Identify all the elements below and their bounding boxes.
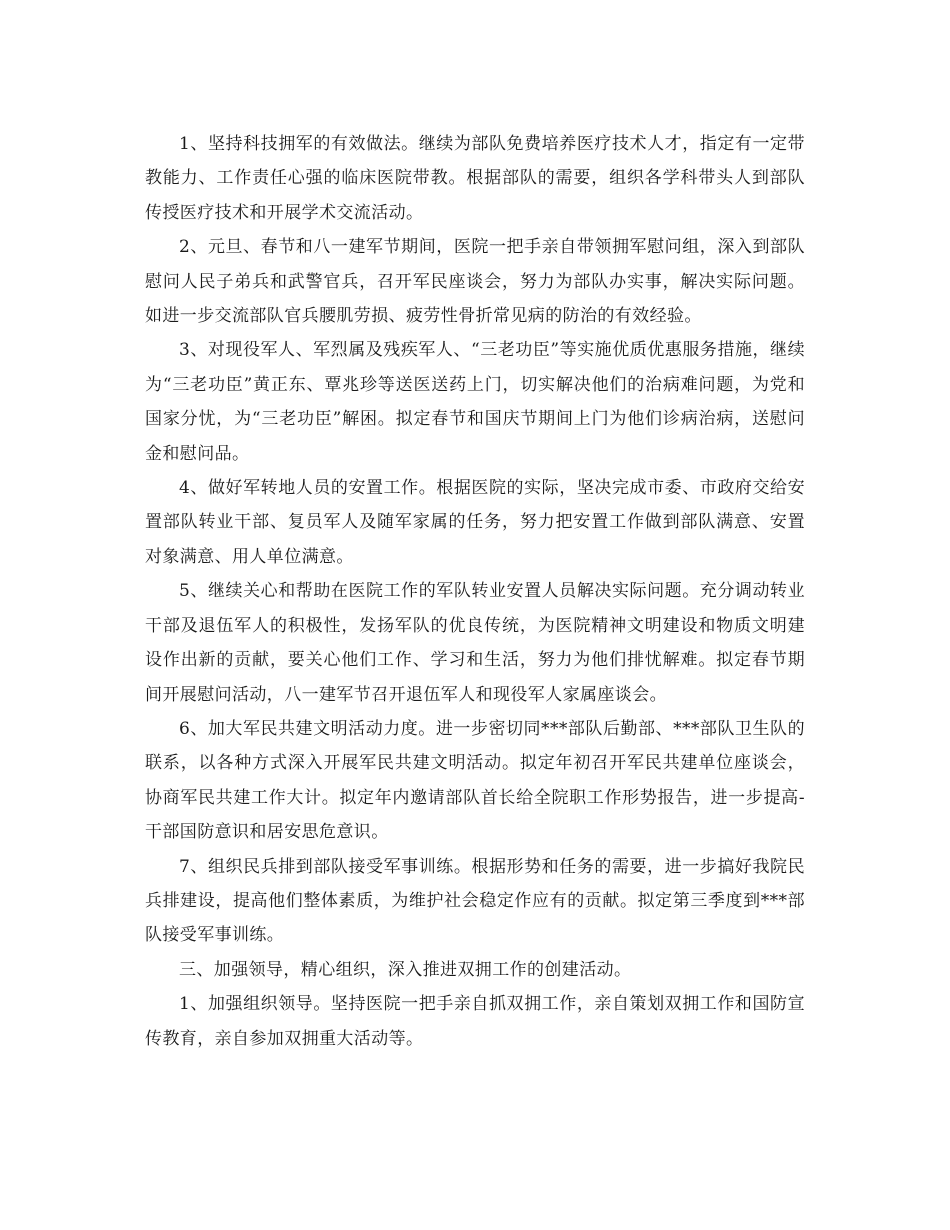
paragraph-item-2: 2、元旦、春节和八一建军节期间，医院一把手亲自带领拥军慰问组，深入到部队慰问人民子弟兵和武警官兵，召开军民座谈会，努力为部队办实事，解决实际问题。如进一步交流部队官兵腰肌劳损、疲劳性骨折常见病的防治的有效经验。 xyxy=(145,237,805,327)
paragraph-item-1: 1、坚持科技拥军的有效做法。继续为部队免费培养医疗技术人才，指定有一定带教能力、工作责任心强的临床医院带教。根据部队的需要，组织各学科带头人到部队传授医疗技术和开展学术交流活动。 xyxy=(145,134,805,223)
paragraph-item-8: 1、加强组织领导。坚持医院一把手亲自抓双拥工作，亲自策划双拥工作和国防宣传教育，亲自参加双拥重大活动等。 xyxy=(145,994,805,1049)
paragraph-item-3: 3、对现役军人、军烈属及残疾军人、“三老功臣”等实施优质优惠服务措施，继续为“三老功臣”黄正东、覃兆珍等送医送药上门，切实解决他们的治病难问题，为党和国家分忧，为“三老功臣”解困。拟定春节和国庆节期间上门为他们诊病治病，送慰问金和慰问品。 xyxy=(145,340,805,464)
document-body xyxy=(145,127,805,1056)
paragraph-item-5: 5、继续关心和帮助在医院工作的军队转业安置人员解决实际问题。充分调动转业干部及退伍军人的积极性，发扬军队的优良传统，为医院精神文明建设和物质文明建设作出新的贡献，要关心他们工作、学习和生活，努力为他们排忧解难。拟定春节期间开展慰问活动，八一建军节召开退伍军人和现役军人家属座谈会。 xyxy=(145,581,805,705)
paragraph-item-7: 7、组织民兵排到部队接受军事训练。根据形势和任务的需要，进一步搞好我院民兵排建设，提高他们整体素质，为维护社会稳定作应有的贡献。拟定第三季度到***部队接受军事训练。 xyxy=(145,856,805,946)
section-heading: 三、加强领导，精心组织，深入推进双拥工作的创建活动。 xyxy=(179,959,632,980)
paragraph-item-4: 4、做好军转地人员的安置工作。根据医院的实际，坚决完成市委、市政府交给安置部队转业干部、复员军人及随军家属的任务，努力把安置工作做到部队满意、安置对象满意、用人单位满意。 xyxy=(145,478,805,567)
paragraph-item-6: 6、加大军民共建文明活动力度。进一步密切同***部队后勤部、***部队卫生队的联系，以各种方式深入开展军民共建文明活动。拟定年初召开军民共建单位座谈会，协商军民共建工作大计。拟定年内邀请部队首长给全院职工作形势报告，进一步提高-干部国防意识和居安思危意识。 xyxy=(145,718,805,843)
